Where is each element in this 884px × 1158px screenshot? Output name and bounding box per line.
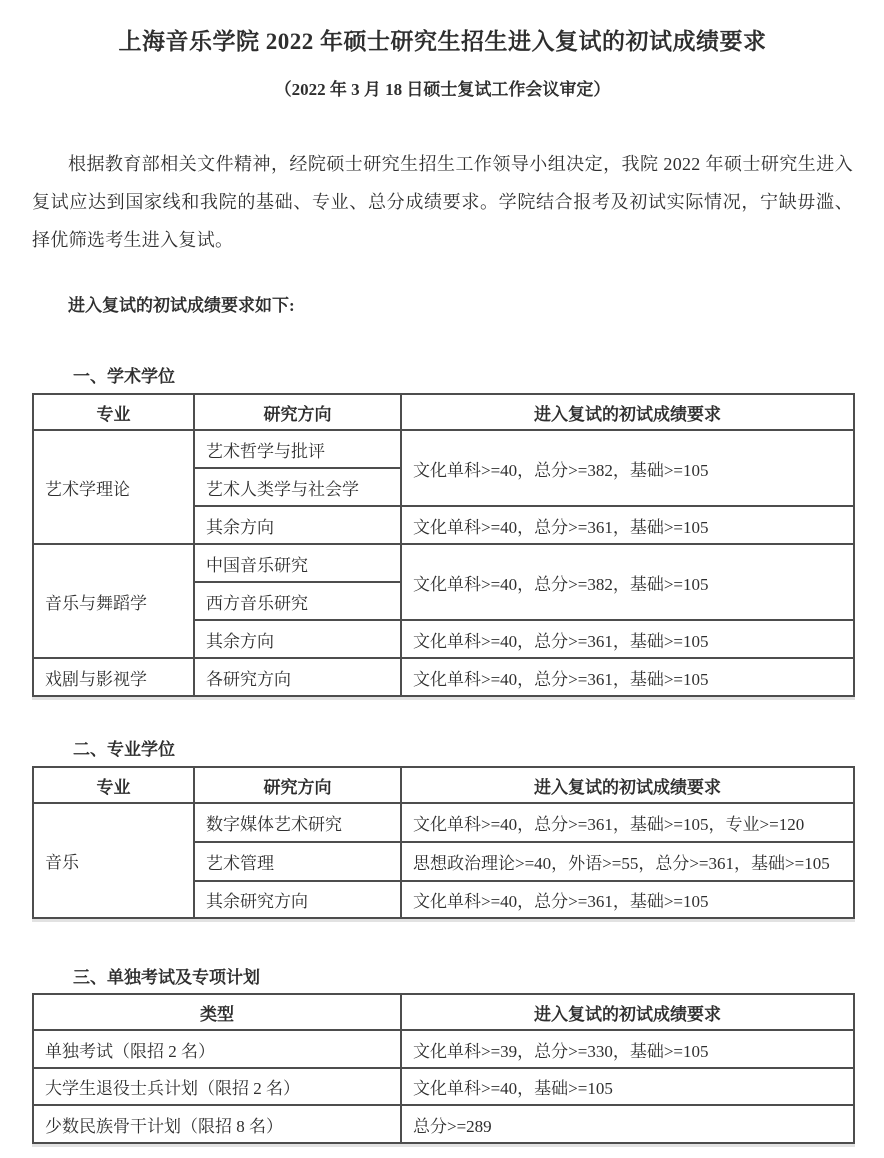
- column-header-direction: 研究方向: [194, 394, 401, 430]
- column-header-major: 专业: [33, 394, 194, 430]
- direction-cell: 其余方向: [194, 506, 401, 544]
- requirements-intro: 进入复试的初试成绩要求如下:: [68, 296, 295, 315]
- table-row: [33, 430, 854, 468]
- column-header-requirement: 进入复试的初试成绩要求: [401, 394, 854, 430]
- direction-cell: 西方音乐研究: [194, 582, 401, 620]
- requirement-cell: 文化单科>=40，总分>=361，基础>=105，专业>=120: [401, 803, 854, 842]
- table-row: [33, 1105, 854, 1143]
- table-row: [33, 544, 854, 582]
- requirement-cell: 总分>=289: [401, 1105, 854, 1143]
- direction-cell: 艺术人类学与社会学: [194, 468, 401, 506]
- requirement-cell: 文化单科>=40，基础>=105: [401, 1068, 854, 1105]
- major-cell: 音乐: [33, 803, 194, 918]
- direction-cell: 数字媒体艺术研究: [194, 803, 401, 842]
- requirement-cell: 文化单科>=40，总分>=382，基础>=105: [401, 544, 854, 620]
- column-header-requirement: 进入复试的初试成绩要求: [401, 767, 854, 803]
- major-cell: 艺术学理论: [33, 430, 194, 544]
- column-header-type: 类型: [33, 994, 401, 1030]
- document-title: 上海音乐学院 2022 年硕士研究生招生进入复试的初试成绩要求: [118, 29, 767, 54]
- section-heading-professional: 二、专业学位: [73, 740, 175, 759]
- requirement-cell: 思想政治理论>=40，外语>=55，总分>=361，基础>=105: [401, 842, 854, 881]
- direction-cell: 中国音乐研究: [194, 544, 401, 582]
- direction-cell: 艺术哲学与批评: [194, 430, 401, 468]
- academic-header-row: [33, 394, 854, 430]
- section-heading-special: 三、单独考试及专项计划: [73, 968, 260, 987]
- section-heading-academic: 一、学术学位: [73, 367, 175, 386]
- direction-cell: 艺术管理: [194, 842, 401, 881]
- requirement-cell: 文化单科>=40，总分>=361，基础>=105: [401, 658, 854, 696]
- direction-cell: 各研究方向: [194, 658, 401, 696]
- column-header-requirement: 进入复试的初试成绩要求: [401, 994, 854, 1030]
- requirement-cell: 文化单科>=39，总分>=330，基础>=105: [401, 1030, 854, 1068]
- type-cell: 少数民族骨干计划（限招 8 名）: [33, 1105, 401, 1143]
- requirement-cell: 文化单科>=40，总分>=361，基础>=105: [401, 881, 854, 918]
- column-header-direction: 研究方向: [194, 767, 401, 803]
- requirement-cell: 文化单科>=40，总分>=361，基础>=105: [401, 506, 854, 544]
- table-row: [33, 1068, 854, 1105]
- special-program-table: [32, 993, 855, 1144]
- direction-cell: 其余研究方向: [194, 881, 401, 918]
- document-subtitle: （2022 年 3 月 18 日硕士复试工作会议审定）: [274, 80, 611, 99]
- type-cell: 单独考试（限招 2 名）: [33, 1030, 401, 1068]
- table-row: [33, 1030, 854, 1068]
- table-row: [33, 803, 854, 842]
- table-row: [33, 658, 854, 696]
- major-cell: 音乐与舞蹈学: [33, 544, 194, 658]
- major-cell: 戏剧与影视学: [33, 658, 194, 696]
- academic-degree-table: [32, 393, 855, 697]
- type-cell: 大学生退役士兵计划（限招 2 名）: [33, 1068, 401, 1105]
- document-content: [0, 26, 884, 1144]
- intro-paragraph: 根据教育部相关文件精神，经院硕士研究生招生工作领导小组决定，我院 2022 年硕士研究生进入复试应达到国家线和我院的基础、专业、总分成绩要求。学院结合报考及初试实际情况，宁缺毋滥、择优筛选考生进入复试。: [32, 154, 853, 250]
- requirement-cell: 文化单科>=40，总分>=382，基础>=105: [401, 430, 854, 506]
- column-header-major: 专业: [33, 767, 194, 803]
- direction-cell: 其余方向: [194, 620, 401, 658]
- requirement-cell: 文化单科>=40，总分>=361，基础>=105: [401, 620, 854, 658]
- special-header-row: [33, 994, 854, 1030]
- professional-header-row: [33, 767, 854, 803]
- professional-degree-table: [32, 766, 855, 919]
